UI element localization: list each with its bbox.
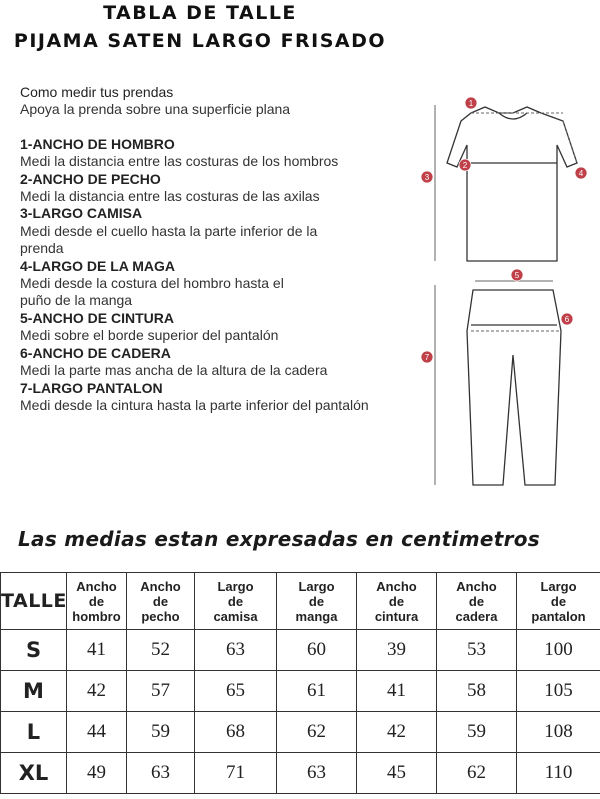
svg-text:6: 6 (564, 315, 570, 324)
table-cell: 68 (195, 712, 277, 753)
item-3-text: Medi desde el cuello hasta la parte inferior de la (20, 222, 318, 239)
table-cell: 63 (277, 753, 357, 794)
shirt-illustration (447, 107, 577, 261)
marker-5 (511, 269, 523, 281)
units-note: Las medias estan expresadas en centimetros (18, 527, 540, 551)
size-label: M (1, 671, 67, 712)
header-ancho-hombro: Ancho de hombro (67, 573, 127, 630)
table-cell: 59 (127, 712, 195, 753)
table-cell: 61 (277, 671, 357, 712)
item-7-title: 7-LARGO PANTALON (20, 379, 163, 396)
table-row (1, 753, 600, 794)
pants-illustration (467, 290, 561, 485)
table-cell: 100 (517, 630, 600, 671)
table-cell: 52 (127, 630, 195, 671)
size-label: S (1, 630, 67, 671)
item-4-text-cont: puño de la manga (20, 292, 133, 309)
item-3-text-cont: prenda (20, 240, 64, 257)
item-4-title: 4-LARGO DE LA MAGA (20, 257, 176, 274)
table-cell: 39 (357, 630, 437, 671)
table-cell: 53 (437, 630, 517, 671)
table-cell: 49 (67, 753, 127, 794)
table-cell: 59 (437, 712, 517, 753)
instructions-heading: Como medir tus prendas (20, 84, 174, 100)
item-2-text: Medi la distancia entre las costuras de las axilas (20, 188, 320, 205)
svg-text:2: 2 (462, 161, 468, 170)
item-1-text: Medi la distancia entre las costuras de los hombros (20, 153, 339, 170)
table-cell: 108 (517, 712, 600, 753)
item-1-title: 1-ANCHO DE HOMBRO (20, 135, 175, 152)
item-4-text: Medi desde la costura del hombro hasta el (20, 275, 284, 292)
table-cell: 58 (437, 671, 517, 712)
table-cell: 65 (195, 671, 277, 712)
size-label: XL (1, 753, 67, 794)
svg-text:7: 7 (424, 353, 430, 362)
item-2-title: 2-ANCHO DE PECHO (20, 170, 161, 187)
table-cell: 60 (277, 630, 357, 671)
item-5-title: 5-ANCHO DE CINTURA (20, 309, 174, 326)
table-cell: 62 (277, 712, 357, 753)
size-column-header: TALLE (1, 573, 67, 630)
marker-4 (575, 167, 587, 179)
measure-instructions (20, 84, 420, 414)
item-3-title: 3-LARGO CAMISA (20, 205, 143, 222)
table-cell: 105 (517, 671, 600, 712)
svg-text:5: 5 (514, 271, 520, 280)
table-cell: 42 (67, 671, 127, 712)
garment-diagram (415, 85, 600, 495)
item-6-text: Medi la parte mas ancha de la altura de la cadera (20, 362, 328, 379)
table-cell: 57 (127, 671, 195, 712)
header-largo-camisa: Largo de camisa (195, 573, 277, 630)
table-cell: 41 (67, 630, 127, 671)
table-row (1, 630, 600, 671)
table-cell: 62 (437, 753, 517, 794)
table-cell: 41 (357, 671, 437, 712)
table-cell: 71 (195, 753, 277, 794)
table-cell: 44 (67, 712, 127, 753)
table-row (1, 671, 600, 712)
page-subtitle-product: PIJAMA SATEN LARGO FRISADO (13, 30, 387, 52)
header-ancho-cintura: Ancho de cintura (357, 573, 437, 630)
svg-text:3: 3 (424, 173, 430, 182)
marker-3 (421, 171, 433, 183)
item-6-title: 6-ANCHO DE CADERA (20, 344, 171, 361)
marker-6 (561, 313, 573, 325)
header-largo-pantalon: Largo de pantalon (517, 573, 600, 630)
svg-text:1: 1 (468, 99, 474, 108)
table-row (1, 712, 600, 753)
size-label: L (1, 712, 67, 753)
header-largo-manga: Largo de manga (277, 573, 357, 630)
size-table (0, 572, 600, 794)
header-ancho-cadera: Ancho de cadera (437, 573, 517, 630)
table-header-row (1, 573, 600, 630)
item-5-text: Medi sobre el borde superior del pantalón (20, 327, 279, 344)
instructions-intro: Apoya la prenda sobre una superficie plana (20, 101, 291, 118)
marker-2 (459, 159, 471, 171)
marker-7 (421, 351, 433, 363)
table-cell: 110 (517, 753, 600, 794)
marker-1 (465, 97, 477, 109)
table-cell: 63 (195, 630, 277, 671)
item-7-text: Medi desde la cintura hasta la parte inferior del pantalón (20, 396, 369, 413)
page-title: TABLA DE TALLE (103, 2, 297, 24)
table-cell: 63 (127, 753, 195, 794)
table-cell: 42 (357, 712, 437, 753)
table-cell: 45 (357, 753, 437, 794)
svg-text:4: 4 (578, 169, 584, 178)
header-ancho-pecho: Ancho de pecho (127, 573, 195, 630)
